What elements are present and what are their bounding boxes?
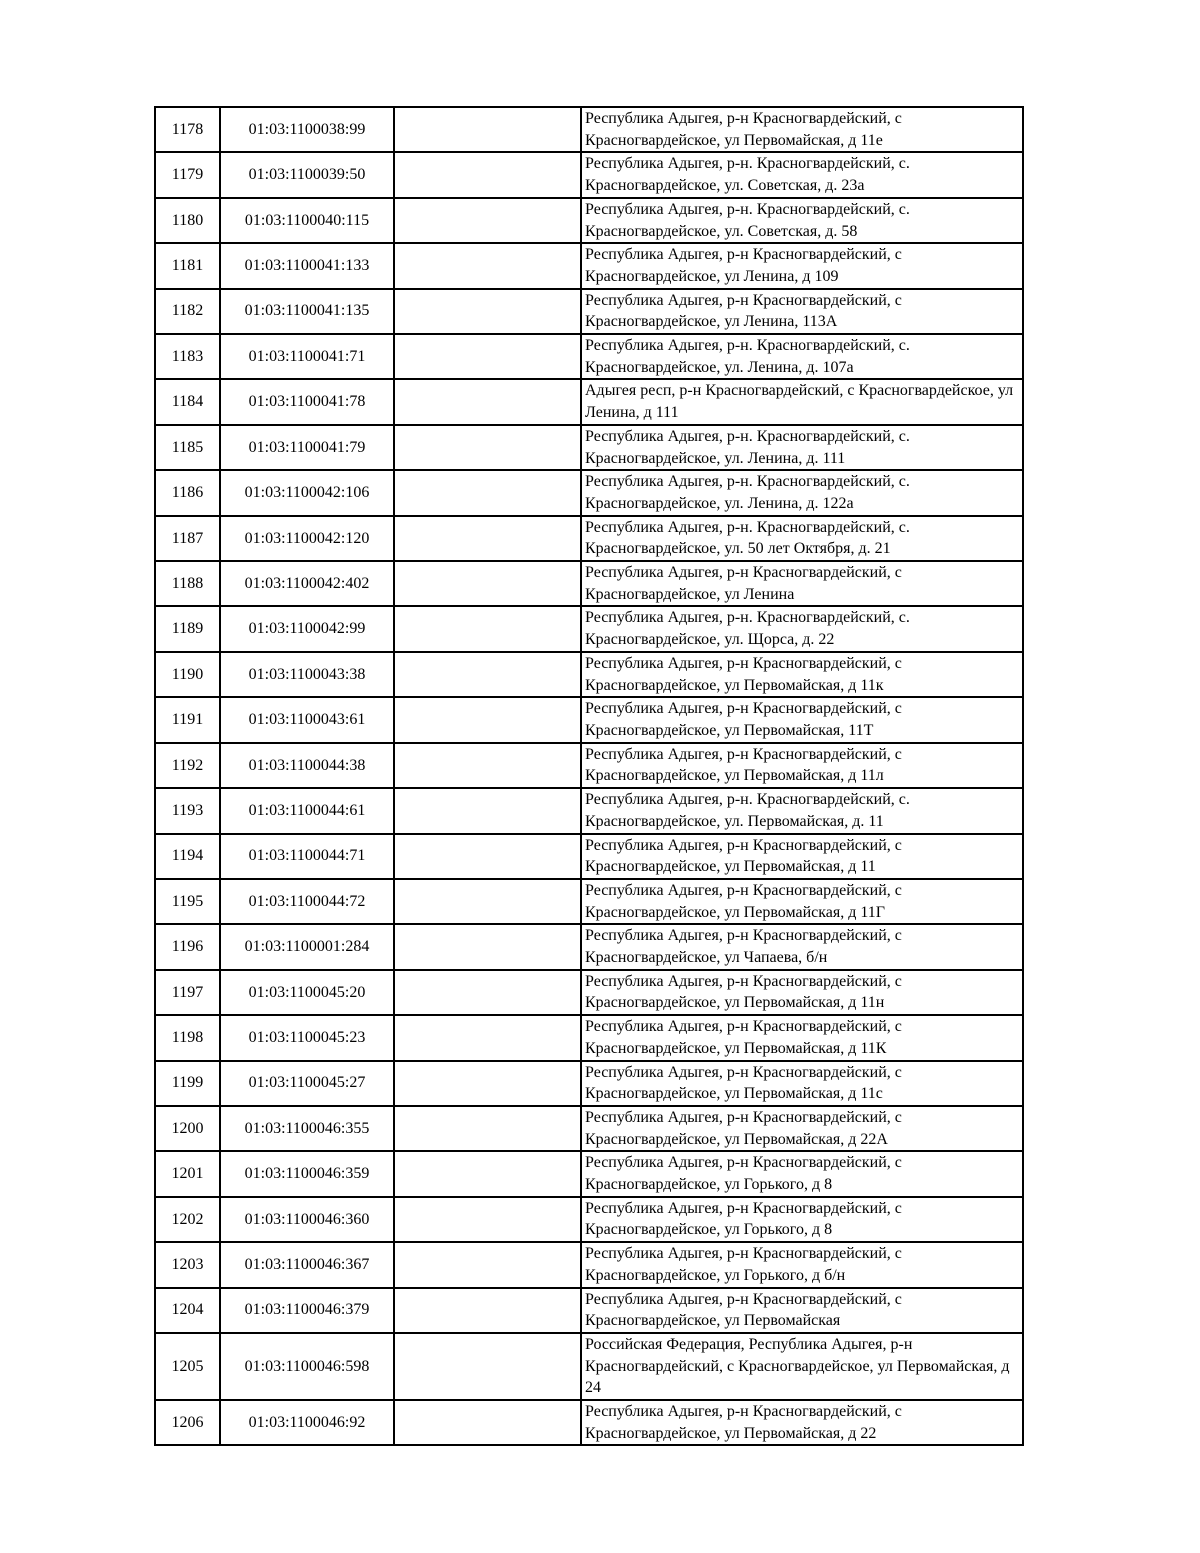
empty-cell [394, 1288, 581, 1333]
row-number-cell: 1185 [155, 425, 220, 470]
empty-cell [394, 425, 581, 470]
row-number-cell: 1204 [155, 1288, 220, 1333]
cadastral-number-cell: 01:03:1100046:92 [220, 1400, 394, 1445]
address-cell: Республика Адыгея, р-н Красногвардейский, с Красногвардейское, ул Первомайская, д 11К [581, 1015, 1023, 1060]
cadastral-number-cell: 01:03:1100041:133 [220, 243, 394, 288]
address-cell: Республика Адыгея, р-н. Красногвардейский, с. Красногвардейское, ул. Ленина, д. 122а [581, 470, 1023, 515]
table-row [155, 289, 1023, 334]
empty-cell [394, 243, 581, 288]
empty-cell [394, 379, 581, 424]
cadastral-number-cell: 01:03:1100042:106 [220, 470, 394, 515]
address-cell: Республика Адыгея, р-н. Красногвардейский, с. Красногвардейское, ул. Щорса, д. 22 [581, 606, 1023, 651]
empty-cell [394, 970, 581, 1015]
cadastral-number-cell: 01:03:1100042:120 [220, 516, 394, 561]
row-number-cell: 1203 [155, 1242, 220, 1287]
cadastral-number-cell: 01:03:1100041:78 [220, 379, 394, 424]
empty-cell [394, 652, 581, 697]
row-number-cell: 1189 [155, 606, 220, 651]
cadastral-number-cell: 01:03:1100040:115 [220, 198, 394, 243]
empty-cell [394, 1333, 581, 1400]
address-cell: Республика Адыгея, р-н Красногвардейский, с Красногвардейское, ул Первомайская, 11Т [581, 697, 1023, 742]
table-row [155, 1061, 1023, 1106]
row-number-cell: 1197 [155, 970, 220, 1015]
empty-cell [394, 1151, 581, 1196]
empty-cell [394, 561, 581, 606]
address-cell: Республика Адыгея, р-н Красногвардейский, с Красногвардейское, ул Первомайская, д 22А [581, 1106, 1023, 1151]
empty-cell [394, 1242, 581, 1287]
address-cell: Республика Адыгея, р-н. Красногвардейский, с. Красногвардейское, ул. 50 лет Октября, д. 21 [581, 516, 1023, 561]
table-row [155, 879, 1023, 924]
address-cell: Республика Адыгея, р-н. Красногвардейский, с. Красногвардейское, ул. Советская, д. 58 [581, 198, 1023, 243]
empty-cell [394, 1197, 581, 1242]
address-cell: Республика Адыгея, р-н Красногвардейский, с Красногвардейское, ул Первомайская, д 11н [581, 970, 1023, 1015]
table-row [155, 924, 1023, 969]
row-number-cell: 1191 [155, 697, 220, 742]
row-number-cell: 1205 [155, 1333, 220, 1400]
empty-cell [394, 743, 581, 788]
row-number-cell: 1184 [155, 379, 220, 424]
table-row [155, 561, 1023, 606]
address-cell: Республика Адыгея, р-н. Красногвардейский, с. Красногвардейское, ул. Ленина, д. 111 [581, 425, 1023, 470]
table-row [155, 470, 1023, 515]
cadastral-number-cell: 01:03:1100046:379 [220, 1288, 394, 1333]
table-row [155, 334, 1023, 379]
row-number-cell: 1187 [155, 516, 220, 561]
empty-cell [394, 107, 581, 152]
address-cell: Республика Адыгея, р-н Красногвардейский, с Красногвардейское, ул Первомайская, д 11к [581, 652, 1023, 697]
cadastral-number-cell: 01:03:1100046:355 [220, 1106, 394, 1151]
empty-cell [394, 924, 581, 969]
table-row [155, 606, 1023, 651]
address-cell: Республика Адыгея, р-н Красногвардейский, с Красногвардейское, ул Горького, д 8 [581, 1197, 1023, 1242]
empty-cell [394, 470, 581, 515]
empty-cell [394, 834, 581, 879]
empty-cell [394, 697, 581, 742]
address-cell: Адыгея респ, р-н Красногвардейский, с Красногвардейское, ул Ленина, д 111 [581, 379, 1023, 424]
cadastral-number-cell: 01:03:1100046:598 [220, 1333, 394, 1400]
records-table [154, 106, 1024, 1446]
empty-cell [394, 1061, 581, 1106]
cadastral-number-cell: 01:03:1100045:27 [220, 1061, 394, 1106]
address-cell: Республика Адыгея, р-н Красногвардейский, с Красногвардейское, ул Первомайская, д 11 [581, 834, 1023, 879]
cadastral-number-cell: 01:03:1100046:360 [220, 1197, 394, 1242]
table-row [155, 788, 1023, 833]
empty-cell [394, 334, 581, 379]
cadastral-number-cell: 01:03:1100042:402 [220, 561, 394, 606]
row-number-cell: 1196 [155, 924, 220, 969]
address-cell: Республика Адыгея, р-н Красногвардейский, с Красногвардейское, ул Первомайская, д 22 [581, 1400, 1023, 1445]
address-cell: Республика Адыгея, р-н. Красногвардейский, с. Красногвардейское, ул. Советская, д. 23а [581, 152, 1023, 197]
address-cell: Республика Адыгея, р-н Красногвардейский, с Красногвардейское, ул Первомайская, д 11Г [581, 879, 1023, 924]
empty-cell [394, 1015, 581, 1060]
cadastral-number-cell: 01:03:1100038:99 [220, 107, 394, 152]
cadastral-number-cell: 01:03:1100044:72 [220, 879, 394, 924]
address-cell: Республика Адыгея, р-н Красногвардейский, с Красногвардейское, ул Чапаева, б/н [581, 924, 1023, 969]
row-number-cell: 1195 [155, 879, 220, 924]
row-number-cell: 1193 [155, 788, 220, 833]
address-cell: Республика Адыгея, р-н Красногвардейский, с Красногвардейское, ул Ленина, 113А [581, 289, 1023, 334]
row-number-cell: 1206 [155, 1400, 220, 1445]
row-number-cell: 1180 [155, 198, 220, 243]
empty-cell [394, 516, 581, 561]
table-row [155, 652, 1023, 697]
cadastral-number-cell: 01:03:1100044:38 [220, 743, 394, 788]
table-row [155, 834, 1023, 879]
cadastral-number-cell: 01:03:1100044:61 [220, 788, 394, 833]
cadastral-number-cell: 01:03:1100041:71 [220, 334, 394, 379]
cadastral-number-cell: 01:03:1100041:79 [220, 425, 394, 470]
row-number-cell: 1186 [155, 470, 220, 515]
table-row [155, 243, 1023, 288]
table-row [155, 743, 1023, 788]
table-row [155, 1333, 1023, 1400]
row-number-cell: 1182 [155, 289, 220, 334]
row-number-cell: 1202 [155, 1197, 220, 1242]
address-cell: Республика Адыгея, р-н Красногвардейский, с Красногвардейское, ул Первомайская [581, 1288, 1023, 1333]
table-row [155, 425, 1023, 470]
cadastral-number-cell: 01:03:1100001:284 [220, 924, 394, 969]
row-number-cell: 1199 [155, 1061, 220, 1106]
row-number-cell: 1188 [155, 561, 220, 606]
cadastral-number-cell: 01:03:1100041:135 [220, 289, 394, 334]
empty-cell [394, 152, 581, 197]
address-cell: Республика Адыгея, р-н Красногвардейский, с Красногвардейское, ул Ленина [581, 561, 1023, 606]
empty-cell [394, 289, 581, 334]
cadastral-number-cell: 01:03:1100046:359 [220, 1151, 394, 1196]
table-row [155, 152, 1023, 197]
empty-cell [394, 879, 581, 924]
table-row [155, 1015, 1023, 1060]
table-row [155, 198, 1023, 243]
row-number-cell: 1190 [155, 652, 220, 697]
cadastral-number-cell: 01:03:1100042:99 [220, 606, 394, 651]
cadastral-number-cell: 01:03:1100039:50 [220, 152, 394, 197]
address-cell: Республика Адыгея, р-н Красногвардейский, с Красногвардейское, ул Первомайская, д 11л [581, 743, 1023, 788]
empty-cell [394, 198, 581, 243]
table-row [155, 970, 1023, 1015]
cadastral-number-cell: 01:03:1100045:20 [220, 970, 394, 1015]
table-row [155, 1400, 1023, 1445]
table-row [155, 1288, 1023, 1333]
row-number-cell: 1200 [155, 1106, 220, 1151]
row-number-cell: 1198 [155, 1015, 220, 1060]
cadastral-number-cell: 01:03:1100044:71 [220, 834, 394, 879]
row-number-cell: 1194 [155, 834, 220, 879]
cadastral-number-cell: 01:03:1100045:23 [220, 1015, 394, 1060]
address-cell: Республика Адыгея, р-н Красногвардейский, с Красногвардейское, ул Ленина, д 109 [581, 243, 1023, 288]
table-row [155, 1197, 1023, 1242]
empty-cell [394, 1400, 581, 1445]
row-number-cell: 1192 [155, 743, 220, 788]
row-number-cell: 1178 [155, 107, 220, 152]
empty-cell [394, 606, 581, 651]
table-row [155, 1151, 1023, 1196]
address-cell: Республика Адыгея, р-н. Красногвардейский, с. Красногвардейское, ул. Ленина, д. 107а [581, 334, 1023, 379]
table-row [155, 1242, 1023, 1287]
table-row [155, 697, 1023, 742]
row-number-cell: 1179 [155, 152, 220, 197]
empty-cell [394, 788, 581, 833]
address-cell: Республика Адыгея, р-н Красногвардейский, с Красногвардейское, ул Горького, д б/н [581, 1242, 1023, 1287]
table-row [155, 516, 1023, 561]
table-row [155, 107, 1023, 152]
address-cell: Республика Адыгея, р-н. Красногвардейский, с. Красногвардейское, ул. Первомайская, д. 11 [581, 788, 1023, 833]
row-number-cell: 1183 [155, 334, 220, 379]
table-row [155, 1106, 1023, 1151]
row-number-cell: 1181 [155, 243, 220, 288]
table-row [155, 379, 1023, 424]
records-table-body [155, 107, 1023, 1445]
empty-cell [394, 1106, 581, 1151]
cadastral-number-cell: 01:03:1100043:61 [220, 697, 394, 742]
cadastral-number-cell: 01:03:1100046:367 [220, 1242, 394, 1287]
address-cell: Республика Адыгея, р-н Красногвардейский, с Красногвардейское, ул Первомайская, д 11с [581, 1061, 1023, 1106]
address-cell: Республика Адыгея, р-н Красногвардейский, с Красногвардейское, ул Горького, д 8 [581, 1151, 1023, 1196]
address-cell: Российская Федерация, Республика Адыгея, р-н Красногвардейский, с Красногвардейское, ул Первомайская, д 24 [581, 1333, 1023, 1400]
cadastral-number-cell: 01:03:1100043:38 [220, 652, 394, 697]
address-cell: Республика Адыгея, р-н Красногвардейский, с Красногвардейское, ул Первомайская, д 11е [581, 107, 1023, 152]
row-number-cell: 1201 [155, 1151, 220, 1196]
